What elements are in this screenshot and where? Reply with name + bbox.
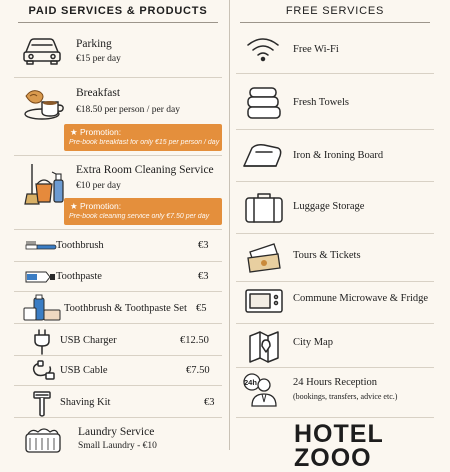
free-item-microwave <box>236 282 434 324</box>
usb-cable-icon <box>30 359 56 383</box>
paid-item-name: Toothpaste <box>56 271 102 282</box>
free-item-tours <box>236 234 434 282</box>
free-item-name: Iron & Ironing Board <box>293 150 384 161</box>
paid-item-name: USB Charger <box>60 335 117 346</box>
paid-item-price: €15 per day <box>76 54 121 64</box>
microwave-icon <box>244 288 284 316</box>
tickets-icon <box>244 242 284 274</box>
paid-item-price: €3 <box>198 240 209 251</box>
paid-item-price: €3 <box>198 271 209 282</box>
paid-item-price: €3 <box>204 397 215 408</box>
free-services-header: FREE SERVICES <box>285 5 385 17</box>
promotion-text: Pre-book breakfast for only €15 per person / day <box>69 139 220 146</box>
paid-item-name: Breakfast <box>76 87 121 99</box>
hotel-logo-line2: ZOOO <box>294 444 372 472</box>
breakfast-promotion-banner <box>64 124 222 151</box>
cleaning-promotion-banner <box>64 198 222 225</box>
luggage-icon <box>244 192 284 224</box>
paid-item-extra-cleaning <box>14 156 222 230</box>
column-divider <box>229 0 230 450</box>
paid-item-price: €7.50 <box>186 365 210 376</box>
free-item-name: Tours & Tickets <box>293 250 361 261</box>
paid-item-name: Parking <box>76 38 112 50</box>
free-item-wifi <box>236 24 434 74</box>
paid-item-toothbrush <box>14 230 222 262</box>
reception-detail: (bookings, transfers, advice etc.) <box>293 392 398 401</box>
paid-item-breakfast <box>14 78 222 156</box>
promotion-text: Pre-book cleaning service only €7.50 per day <box>69 213 210 220</box>
paid-item-name: Laundry Service <box>78 426 155 438</box>
laundry-basket-icon <box>22 426 64 452</box>
map-icon <box>246 328 282 364</box>
dental-kit-icon <box>22 294 62 322</box>
toothbrush-icon <box>24 239 58 253</box>
paid-header-rule <box>18 22 218 23</box>
paid-item-name: USB Cable <box>60 365 108 376</box>
paid-item-price: Small Laundry - €10 <box>78 441 157 451</box>
free-item-reception <box>236 368 434 418</box>
free-item-name: Luggage Storage <box>293 201 365 212</box>
free-services-column <box>236 0 434 472</box>
paid-item-price: €5 <box>196 303 207 314</box>
wifi-icon <box>246 36 280 62</box>
paid-item-usb-charger <box>14 324 222 356</box>
cleaning-supplies-icon <box>22 162 66 208</box>
paid-item-toothpaste <box>14 262 222 292</box>
toothpaste-icon <box>24 270 58 284</box>
free-item-name: Fresh Towels <box>293 97 349 108</box>
hotel-logo: HOTEL <box>294 420 384 448</box>
paid-item-shaving-kit <box>14 386 222 418</box>
car-icon <box>22 32 62 66</box>
promotion-title: ★ Promotion: <box>70 201 122 211</box>
razor-icon <box>32 391 52 417</box>
free-item-name: 24 Hours Reception <box>293 377 377 388</box>
free-item-luggage <box>236 182 434 234</box>
paid-item-toothbrush-set <box>14 292 222 324</box>
paid-item-laundry <box>14 418 222 450</box>
paid-item-name: Extra Room Cleaning Service <box>76 164 214 176</box>
paid-item-parking <box>14 24 222 78</box>
towels-icon <box>246 86 282 120</box>
free-item-name: Free Wi-Fi <box>293 44 339 55</box>
promotion-title: ★ Promotion: <box>70 127 122 137</box>
paid-item-name: Shaving Kit <box>60 397 111 408</box>
free-item-towels <box>236 74 434 130</box>
free-item-name: Commune Microwave & Fridge <box>293 293 429 304</box>
charger-plug-icon <box>32 329 52 355</box>
free-item-city-map <box>236 324 434 368</box>
paid-item-price: €10 per day <box>76 181 121 191</box>
paid-item-price: €18.50 per person / per day <box>76 105 180 115</box>
breakfast-icon <box>22 86 66 122</box>
free-item-name: City Map <box>293 337 333 348</box>
paid-services-header: PAID SERVICES & PRODUCTS <box>28 5 208 17</box>
free-item-iron <box>236 130 434 182</box>
reception-24h-badge: 24h <box>244 378 257 387</box>
paid-item-name: Toothbrush <box>56 240 104 251</box>
paid-services-column <box>14 0 222 450</box>
paid-item-price: €12.50 <box>180 335 209 346</box>
iron-icon <box>242 142 284 170</box>
paid-item-name: Toothbrush & Toothpaste Set <box>64 303 187 314</box>
paid-item-usb-cable <box>14 356 222 386</box>
free-header-rule <box>240 22 430 23</box>
